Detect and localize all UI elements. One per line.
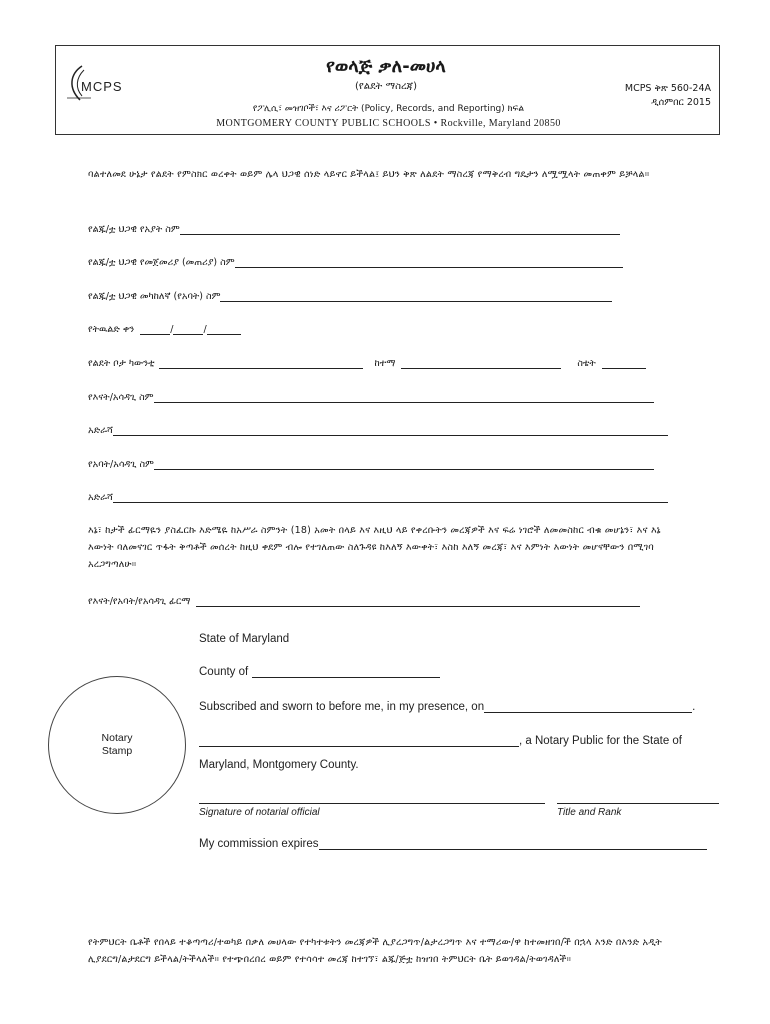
- subscribed-text: Subscribed and sworn to before me, in my presence, on: [199, 701, 485, 713]
- birth-place-label: የልደት ቦታ ካውንቲ: [88, 358, 155, 369]
- father-name-row: [88, 456, 654, 470]
- oath-paragraph: እኔ፣ ከታች ፊርማዬን ያስፈርኩ እድሜዬ ከአሥራ ስምንት (18) አመት በላይ እና እዚህ ላይ የቀረቡትን መረጃዎች እና ፍሬ ነገሮች ለመመስከር ብቁ መሆኔን፣ እና እኔ እውነት ባለመናገር ጥፋት ቅጣቶች መሰረት ከዚህ ቀደም ብሎ የተገለጠው ስለጉዳዩ ከእለኝ እውቀት፣ እስከ እለኝ መረጃ፣ እና እምነት እውነት መሆናቸውን በሚገባ አረጋግጣለሁ።: [88, 525, 661, 570]
- child-last-name-label: የልጁ/ቷ ህጋዊ የአያት ስም: [88, 224, 180, 235]
- notary-signature-line[interactable]: [199, 803, 545, 804]
- title-rank-caption: Title and Rank: [557, 807, 622, 818]
- father-name-label: የአባት/አሳዳጊ ስም: [88, 459, 154, 470]
- subscribed-row: Subscribed and sworn to before me, in my presence, on .: [199, 701, 696, 713]
- child-first-name-row: [88, 254, 623, 268]
- form-date: ዲሰምበር 2015: [651, 97, 711, 108]
- father-address-field[interactable]: [113, 491, 668, 503]
- child-last-name-row: [88, 221, 620, 235]
- form-title: የወላጅ ቃለ-መሀላ: [326, 56, 446, 77]
- commission-expires-field[interactable]: [319, 838, 707, 850]
- child-last-name-field[interactable]: [180, 223, 620, 235]
- notary-signature-caption: Signature of notarial official: [199, 807, 320, 818]
- intro-paragraph: ባልተለመደ ሁኔታ የልደት የምስክር ወረቀት ወይም ሌላ ህጋዊ ሰነድ ላይኖር ይችላል፤ ይህን ቅጽ ለልደት ማስረጃ የማቅረብ ግዴታን ለሟሟላት መጠቀም ይቻላል።: [88, 169, 650, 180]
- birth-date-label: የትዉልድ ቀን: [88, 324, 135, 335]
- mother-name-label: የእናት/አሳዳጊ ስም: [88, 392, 154, 403]
- subscribed-date-field[interactable]: [484, 701, 692, 713]
- father-address-row: [88, 489, 668, 503]
- birth-date-row: የትዉልድ ቀን / /: [88, 321, 241, 335]
- office-name: የፖሊሲ፣ መዝገቦች፣ እና ሪፖርት (Policy, Records, and Reporting) ክፍል: [252, 104, 525, 114]
- birth-year-field[interactable]: [207, 323, 241, 335]
- birth-county-field[interactable]: [159, 357, 363, 369]
- child-middle-name-label: የልጁ/ቷ ህጋዊ መካከለኛ (የአባት) ስም: [88, 291, 221, 302]
- parent-signature-field[interactable]: [196, 595, 640, 607]
- mcps-logo-text: MCPS: [81, 79, 123, 94]
- notary-stamp-label-2: Stamp: [101, 745, 133, 757]
- notary-stamp-label-1: Notary: [101, 732, 133, 744]
- mother-address-label: አድራሻ: [88, 425, 113, 436]
- mother-name-field[interactable]: [154, 391, 654, 403]
- child-first-name-field[interactable]: [235, 256, 623, 268]
- child-first-name-label: የልጁ/ቷ ህጋዊ የመጀመሪያ (መጠሪያ) ስም: [88, 257, 235, 268]
- birth-day-field[interactable]: [173, 323, 203, 335]
- father-address-label: አድራሻ: [88, 492, 113, 503]
- notary-public-cont: Maryland, Montgomery County.: [199, 759, 359, 771]
- school-system-line: MONTGOMERY COUNTY PUBLIC SCHOOLS • Rockville, Maryland 20850: [216, 118, 561, 129]
- form-number: MCPS ቅጽ 560-24A: [624, 83, 711, 94]
- notary-county-field[interactable]: [252, 666, 440, 678]
- notary-county-row: [199, 666, 440, 678]
- signature-row: [88, 593, 640, 607]
- form-number-block: [625, 82, 711, 110]
- notary-public-text: , a Notary Public for the State of: [519, 735, 682, 747]
- title-rank-line[interactable]: [557, 803, 719, 804]
- father-name-field[interactable]: [154, 458, 654, 470]
- mother-address-field[interactable]: [113, 424, 668, 436]
- mother-name-row: [88, 389, 654, 403]
- form-subtitle: (የልደት ማስረጃ): [354, 81, 418, 92]
- notary-stamp-area: [48, 676, 186, 814]
- birth-place-row: [88, 355, 646, 369]
- city-field[interactable]: [401, 357, 561, 369]
- notary-public-row: [199, 735, 682, 747]
- child-middle-name-field[interactable]: [220, 290, 612, 302]
- commission-label: My commission expires: [199, 838, 319, 850]
- signature-label: የእናት/የአባት/የአሳዳጊ ፊርማ: [88, 596, 191, 607]
- state-field[interactable]: [602, 357, 646, 369]
- child-middle-name-row: [88, 288, 612, 302]
- state-label: ስቴት: [577, 358, 596, 369]
- footer-note: የትምህርት ቤቶች የበላይ ተቆጣጣሪ/ተወካይ በቃለ መሀላው የተካተቱትን መረጃዎች ሊያረጋግጥ/ልታረጋግጥ እና ተማሪው/ዋ ከተመዘገበ/ች በኋላ እንድ በእንድ አዲት ሊያደርግ/ልታደርግ ይችላል/ትችላለች። የተጭበረበረ ወይም የተሳሳተ መረጃ ከተገኘ፣ ልጁ/ጅቷ ከዝገበ ትምህርት ቤት ይወገዳል/ትወገዳለች።: [88, 937, 663, 965]
- birth-month-field[interactable]: [140, 323, 170, 335]
- commission-row: [199, 838, 707, 850]
- city-label: ከተማ: [374, 358, 396, 369]
- notary-state: State of Maryland: [199, 633, 290, 645]
- notary-name-field[interactable]: [199, 735, 519, 747]
- mother-address-row: [88, 422, 668, 436]
- form-header: [55, 45, 720, 135]
- notary-county-label: County of: [199, 666, 249, 678]
